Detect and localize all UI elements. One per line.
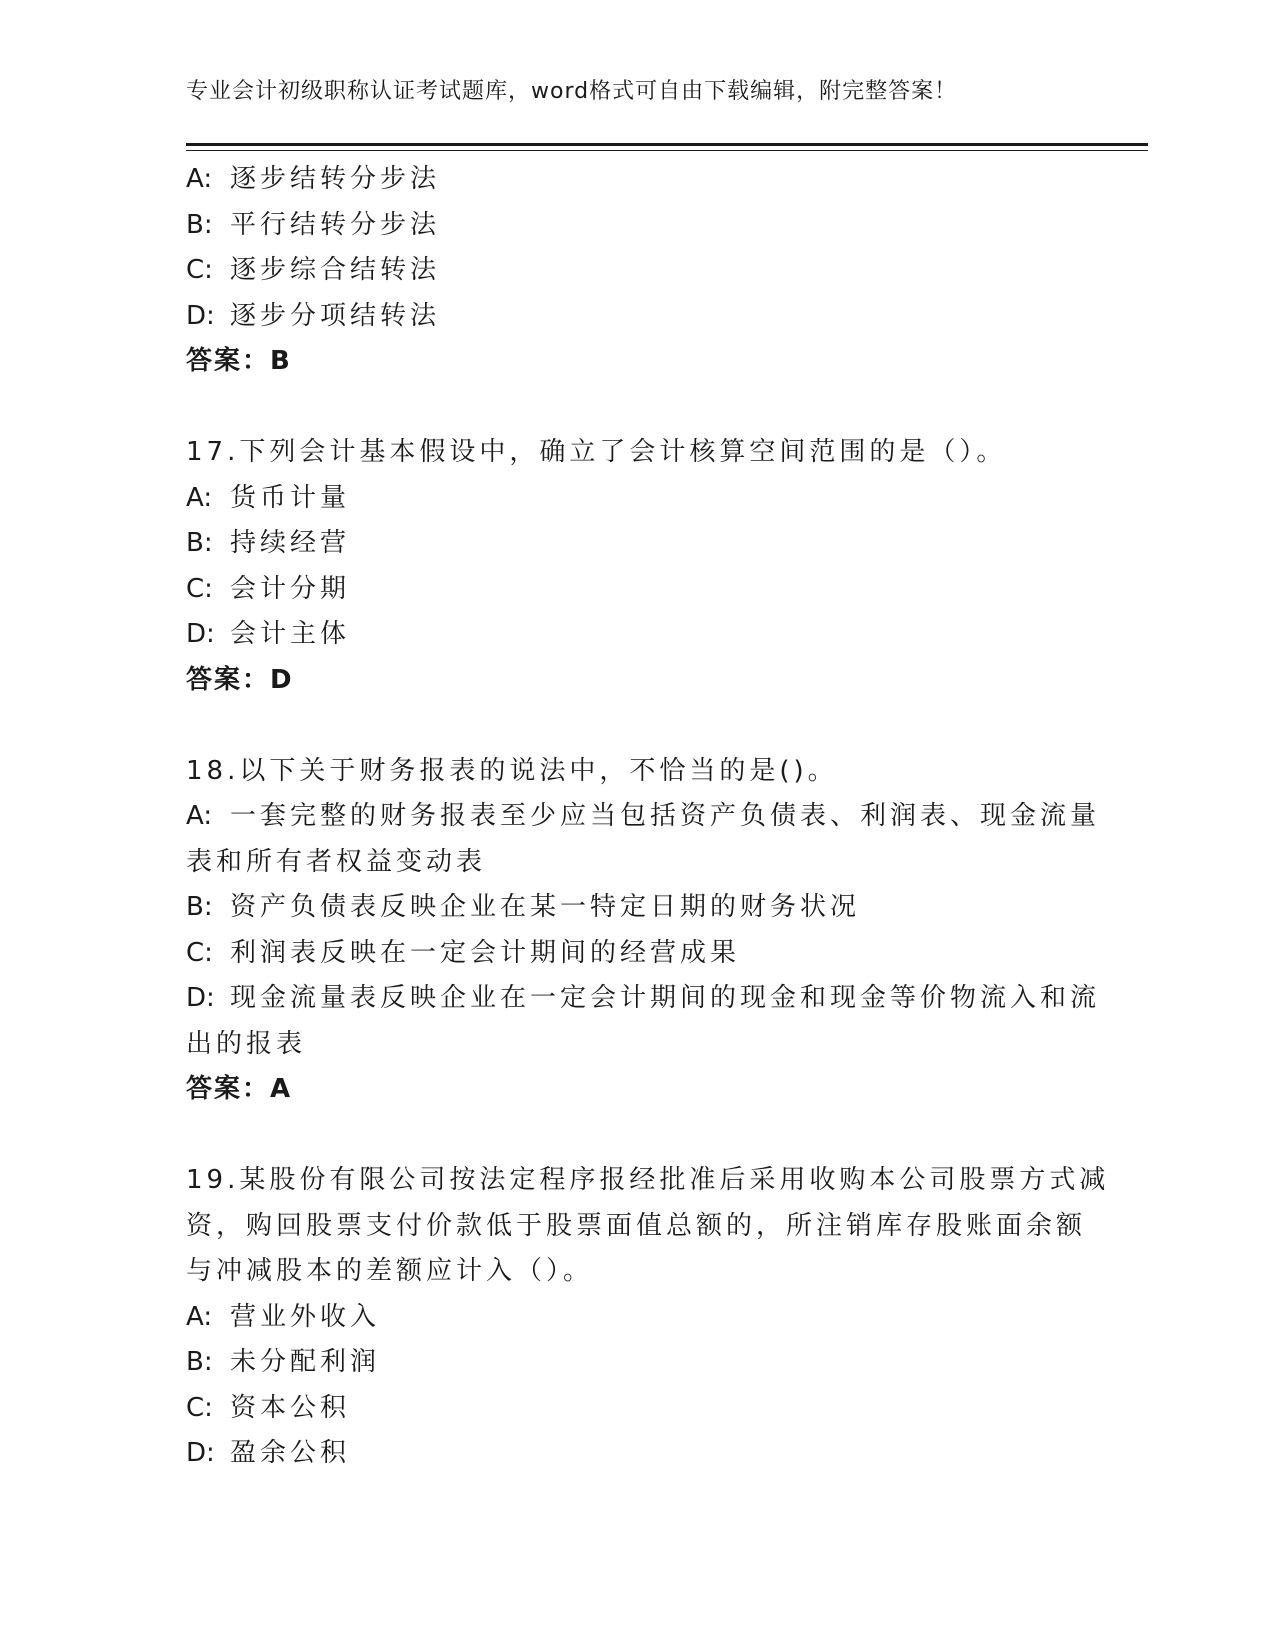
option-text: 逐步分项结转法 [230,300,441,331]
option-text: 利润表反映在一定会计期间的经营成果 [230,937,741,968]
q18-option-c [186,931,1086,977]
header-rule-thin [186,150,1148,151]
option-letter: D: [186,1438,215,1468]
q19-question-line-3: 与冲减股本的差额应计入（）。 [186,1256,594,1286]
option-letter: C: [186,573,213,604]
option-text: 逐步综合结转法 [230,255,441,285]
option-letter: D: [186,983,215,1013]
option-letter: D: [186,300,215,331]
q17-answer: 答案：D [186,664,294,695]
option-letter: A: [186,482,213,513]
spacer [186,703,1086,749]
q16-option-a [186,157,1086,203]
document-header: 专业会计初级职称认证考试题库，word格式可自由下载编辑，附完整答案！ [186,79,958,104]
q19-question-line-1: 19.某股份有限公司按法定程序报经批准后采用收购本公司股票方式减 [186,1165,1110,1195]
option-letter: B: [186,528,213,558]
option-text: 资产负债表反映企业在某一特定日期的财务状况 [230,892,861,922]
q19-option-d [186,1431,1086,1477]
option-letter: B: [186,892,213,922]
q19-question-line-2: 资，购回股票支付价款低于股票面值总额的，所注销库存股账面余额 [186,1210,1087,1241]
q18-option-a-continued: 表和所有者权益变动表 [186,846,487,877]
spacer [186,1113,1086,1159]
option-text: 平行结转分步法 [230,209,441,240]
option-letter: A: [186,801,213,831]
option-text: 会计分期 [230,573,351,604]
option-letter: A: [186,1301,213,1332]
q18-option-d [186,976,1101,1022]
q19-option-b [186,1340,1086,1386]
q16-option-b [186,203,1086,249]
spacer [186,385,1086,431]
header-rule-thick [186,143,1148,146]
q17-option-b [186,521,1086,567]
option-text: 盈余公积 [230,1438,351,1468]
option-text: 一套完整的财务报表至少应当包括资产负债表、利润表、现金流量 [230,801,1101,831]
option-text: 未分配利润 [230,1347,381,1377]
q17-question: 17.下列会计基本假设中，确立了会计核算空间范围的是（）。 [186,437,1007,467]
option-letter: C: [186,937,213,968]
q18-option-a [186,794,1101,840]
option-letter: D: [186,619,215,649]
q18-answer: 答案：A [186,1074,293,1104]
option-letter: B: [186,209,213,240]
option-letter: B: [186,1347,213,1377]
option-text: 现金流量表反映企业在一定会计期间的现金和现金等价物流入和流 [230,983,1101,1013]
q16-option-c [186,248,1086,294]
option-text: 会计主体 [230,619,351,649]
q19-option-c [186,1386,1086,1432]
document-body [186,157,1110,1477]
option-text: 货币计量 [230,482,351,513]
q18-option-b [186,885,1086,931]
q19-option-a [186,1295,1086,1341]
option-letter: C: [186,255,213,285]
q18-question: 18.以下关于财务报表的说法中，不恰当的是()。 [186,755,838,786]
q17-option-c [186,567,1086,613]
option-text: 资本公积 [230,1392,351,1423]
q16-option-d [186,294,1086,340]
option-letter: C: [186,1392,213,1423]
option-text: 逐步结转分步法 [230,164,441,194]
q17-option-d [186,612,1086,658]
option-text: 营业外收入 [230,1301,381,1332]
q16-answer: 答案：B [186,346,292,376]
q17-option-a [186,476,1086,522]
q18-option-d-continued: 出的报表 [186,1028,307,1059]
option-letter: A: [186,164,213,194]
option-text: 持续经营 [230,528,351,558]
